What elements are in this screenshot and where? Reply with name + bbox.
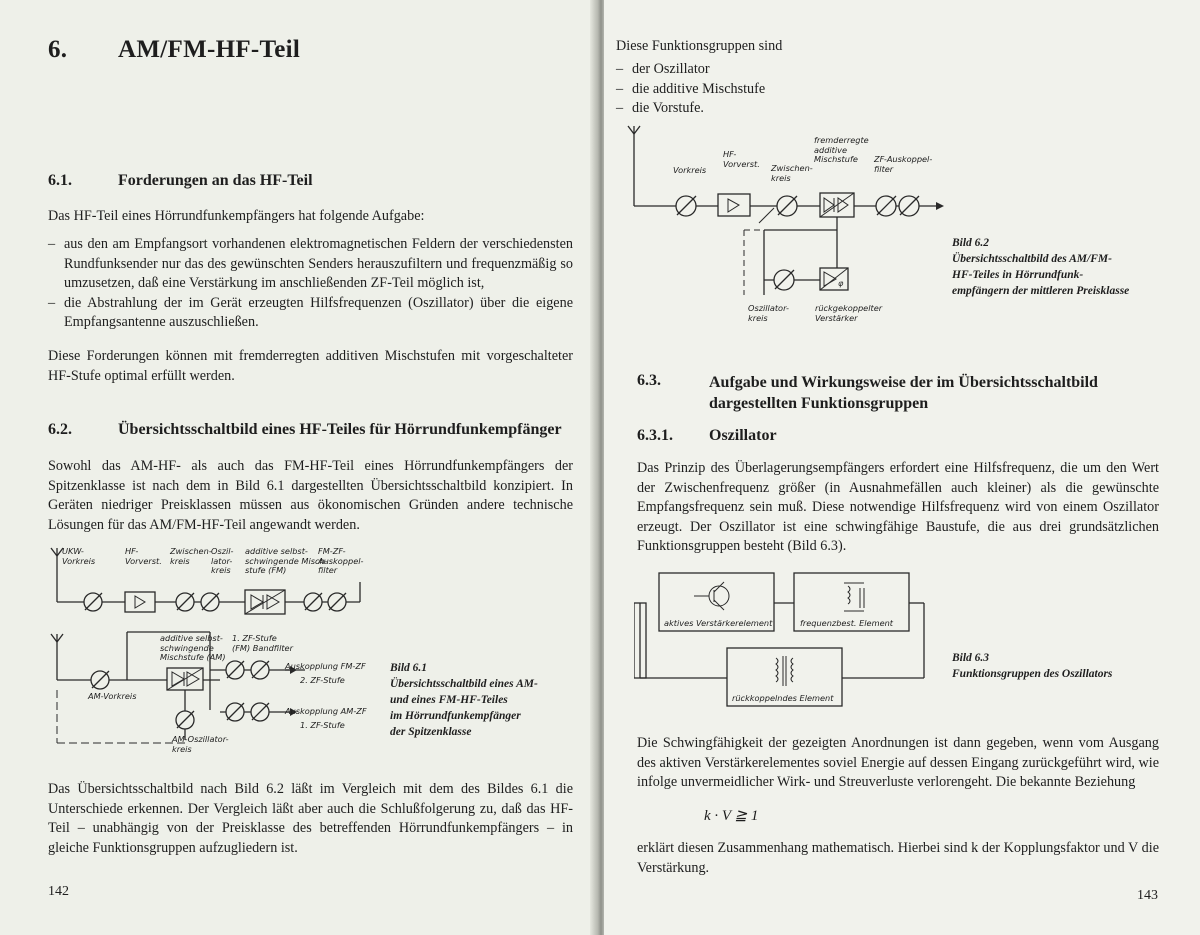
page-left xyxy=(0,0,598,935)
list-item: – die additive Mischstufe xyxy=(616,80,766,97)
list-item: – die Vorstufe. xyxy=(616,100,704,116)
fig61-label-am-mischstufe: additive selbst- schwingende Mischstufe (AM) xyxy=(160,633,226,662)
list-item: – die Abstrahlung der im Gerät erzeugten Hilfsfrequenzen (Oszillator) über die eigene Empfangsantenne auszuschließen. xyxy=(48,294,573,330)
fig62-label-zf-filter: ZF-Auskoppel- filter xyxy=(874,154,933,174)
functions-intro: Diese Funktionsgruppen sind xyxy=(616,38,783,54)
s631-paragraph-3: erklärt diesen Zusammenhang mathematisch. Hierbei sind k der Kopplungsfaktor und V die Verstärkung. xyxy=(637,840,1159,876)
svg-text:φ: φ xyxy=(838,278,844,288)
s631-paragraph: Das Prinzip des Überlagerungsempfängers erfordert eine Hilfsfrequenz, die um den Wert der Zwischenfrequenz größer (in Ausnahmefällen auch kleiner) als die gewünschte Empfangsfrequenz sein muß. Diese notwendige Hilfsfrequenz wird von einem Oszillator erzeugt. Der Oszillator ist eine schwingfähige Baustufe, die aus drei grundsätzlichen Funktionsgruppen besteht (Bild 6.3). xyxy=(637,460,1159,554)
antenna-icon xyxy=(628,126,640,150)
fig62-label-oszillatorkreis: Oszillator- kreis xyxy=(748,303,789,323)
fig61-label-am-vorkreis: AM-Vorkreis xyxy=(88,691,137,701)
figure-6-2-diagram xyxy=(624,120,954,320)
fig61-label-fm-zf: FM-ZF- Auskoppel- filter xyxy=(318,546,364,575)
fig61-label-ukw-vorkreis: UKW- Vorkreis xyxy=(62,546,96,566)
fig62-label-verstaerker: rückgekoppelter Verstärker xyxy=(815,303,883,323)
fig61-label-auskopplung-am: Auskopplung AM-ZF xyxy=(285,706,367,716)
page-number-right: 143 xyxy=(1137,888,1158,903)
fig61-label-hf-vorverst: HF- Vorverst. xyxy=(125,546,162,566)
page-number-left: 142 xyxy=(48,884,69,899)
fig63-label-rueck: rückkoppelndes Element xyxy=(732,693,834,703)
figure-6-3-caption: Bild 6.3 Funktionsgruppen des Oszillators xyxy=(952,652,1113,680)
fig63-label-frequenz: frequenzbest. Element xyxy=(800,618,894,628)
section-6-3-title: Aufgabe und Wirkungsweise der im Übersichtsschaltbild dargestellten Funktionsgruppen xyxy=(709,374,1098,412)
fig62-label-mischstufe: fremderregte additive Mischstufe xyxy=(814,135,869,164)
fig61-label-oszillatorkreis: Oszil- lator- kreis xyxy=(211,546,234,575)
fig61-label-zf1-am: 1. ZF-Stufe xyxy=(300,720,345,730)
list-item: – der Oszillator xyxy=(616,61,710,77)
s61-closing: Diese Forderungen können mit fremderregten additiven Mischstufen mit vorgeschalteter HF-Stufe optimal erfüllt werden. xyxy=(48,348,573,384)
fig61-label-zf2: 2. ZF-Stufe xyxy=(300,675,345,685)
section-6-3-1-title: Oszillator xyxy=(709,427,777,444)
list-item: – aus den am Empfangsort vorhandenen elektromagnetischen Feldern der verschiedensten Rundfunksender nur das des gewünschten Senders herauszufiltern und frequenzmäßig so umzusetzen, daß eine Verstärkung im anschließenden ZF-Teil möglich ist, xyxy=(48,236,573,291)
fig61-label-zf1: 1. ZF-Stufe (FM) Bandfilter xyxy=(232,633,293,653)
chapter-number: 6. xyxy=(48,36,68,63)
fig62-label-hf-vorverst: HF- Vorverst. xyxy=(723,149,760,169)
s61-list xyxy=(48,235,573,333)
section-6-2-number: 6.2. xyxy=(48,421,72,438)
functions-list xyxy=(616,60,916,119)
section-6-3-1-number: 6.3.1. xyxy=(637,427,673,444)
antenna-icon xyxy=(51,634,63,658)
section-6-1-number: 6.1. xyxy=(48,172,72,189)
fig61-label-auskopplung-fm: Auskopplung FM-ZF xyxy=(285,661,366,671)
fig61-label-zwischenkreis: Zwischen- kreis xyxy=(170,546,212,566)
chapter-title: AM/FM-HF-Teil xyxy=(118,36,301,63)
page-right xyxy=(604,0,1200,935)
s61-intro: Das HF-Teil eines Hörrundfunkempfängers hat folgende Aufgabe: xyxy=(48,208,425,224)
fig63-label-aktiv: aktives Verstärkerelement xyxy=(664,618,773,628)
fig62-label-zwischenkreis: Zwischen- kreis xyxy=(771,163,813,183)
section-6-2-title: Übersichtsschaltbild eines HF-Teiles für Hörrundfunkempfänger xyxy=(118,421,562,438)
after-figure-paragraph: Das Übersichtsschaltbild nach Bild 6.2 läßt im Vergleich mit dem des Bildes 6.1 die Unterschiede erkennen. Der Vergleich läßt aber auch die Schlußfolgerung zu, daß das HF-Teil – unabhängig von der Preisklasse des betreffenden Hörrundfunkempfängers – in gleiche Funktionsgruppen aufzugliedern ist. xyxy=(48,781,573,856)
fig62-label-vorkreis: Vorkreis xyxy=(673,165,707,175)
section-6-3-number: 6.3. xyxy=(637,372,661,389)
section-6-1-title: Forderungen an das HF-Teil xyxy=(118,172,313,189)
s631-paragraph-2: Die Schwingfähigkeit der gezeigten Anordnungen ist dann gegeben, wenn vom Ausgang des aktiven Verstärkerelementes soviel Energie auf dessen Eingang zurückgeführt wird, wie infolge unvermeidlicher Wirk- und Streuverluste verlorengeht. Die bekannte Beziehung xyxy=(637,735,1159,790)
formula: k · V ≧ 1 xyxy=(704,808,759,824)
fig61-label-am-oszillator: AM-Oszillator- kreis xyxy=(172,734,229,754)
figure-6-2-caption: Bild 6.2 Übersichtsschaltbild des AM/FM- HF-Teiles in Hörrundfunk- empfängern der mittleren Preisklasse xyxy=(952,237,1130,297)
s62-paragraph: Sowohl das AM-HF- als auch das FM-HF-Teil eines Hörrundfunkempfängers der Spitzenklasse ist nach dem in Bild 6.1 dargestellten Übersichtsschaltbild konzipiert. In Geräten niedriger Preisklassen müssen aus ökonomischen Gründen andere technische Lösungen für das AM/FM-HF-Teil angewandt werden. xyxy=(48,458,573,533)
figure-6-1-caption: Bild 6.1 Übersichtsschaltbild eines AM- und eines FM-HF-Teiles im Hörrundfunkempfänger der Spitzenklasse xyxy=(390,662,538,738)
fig61-label-fm-mischstufe: additive selbst- schwingende Misch- stufe (FM) xyxy=(245,546,328,575)
